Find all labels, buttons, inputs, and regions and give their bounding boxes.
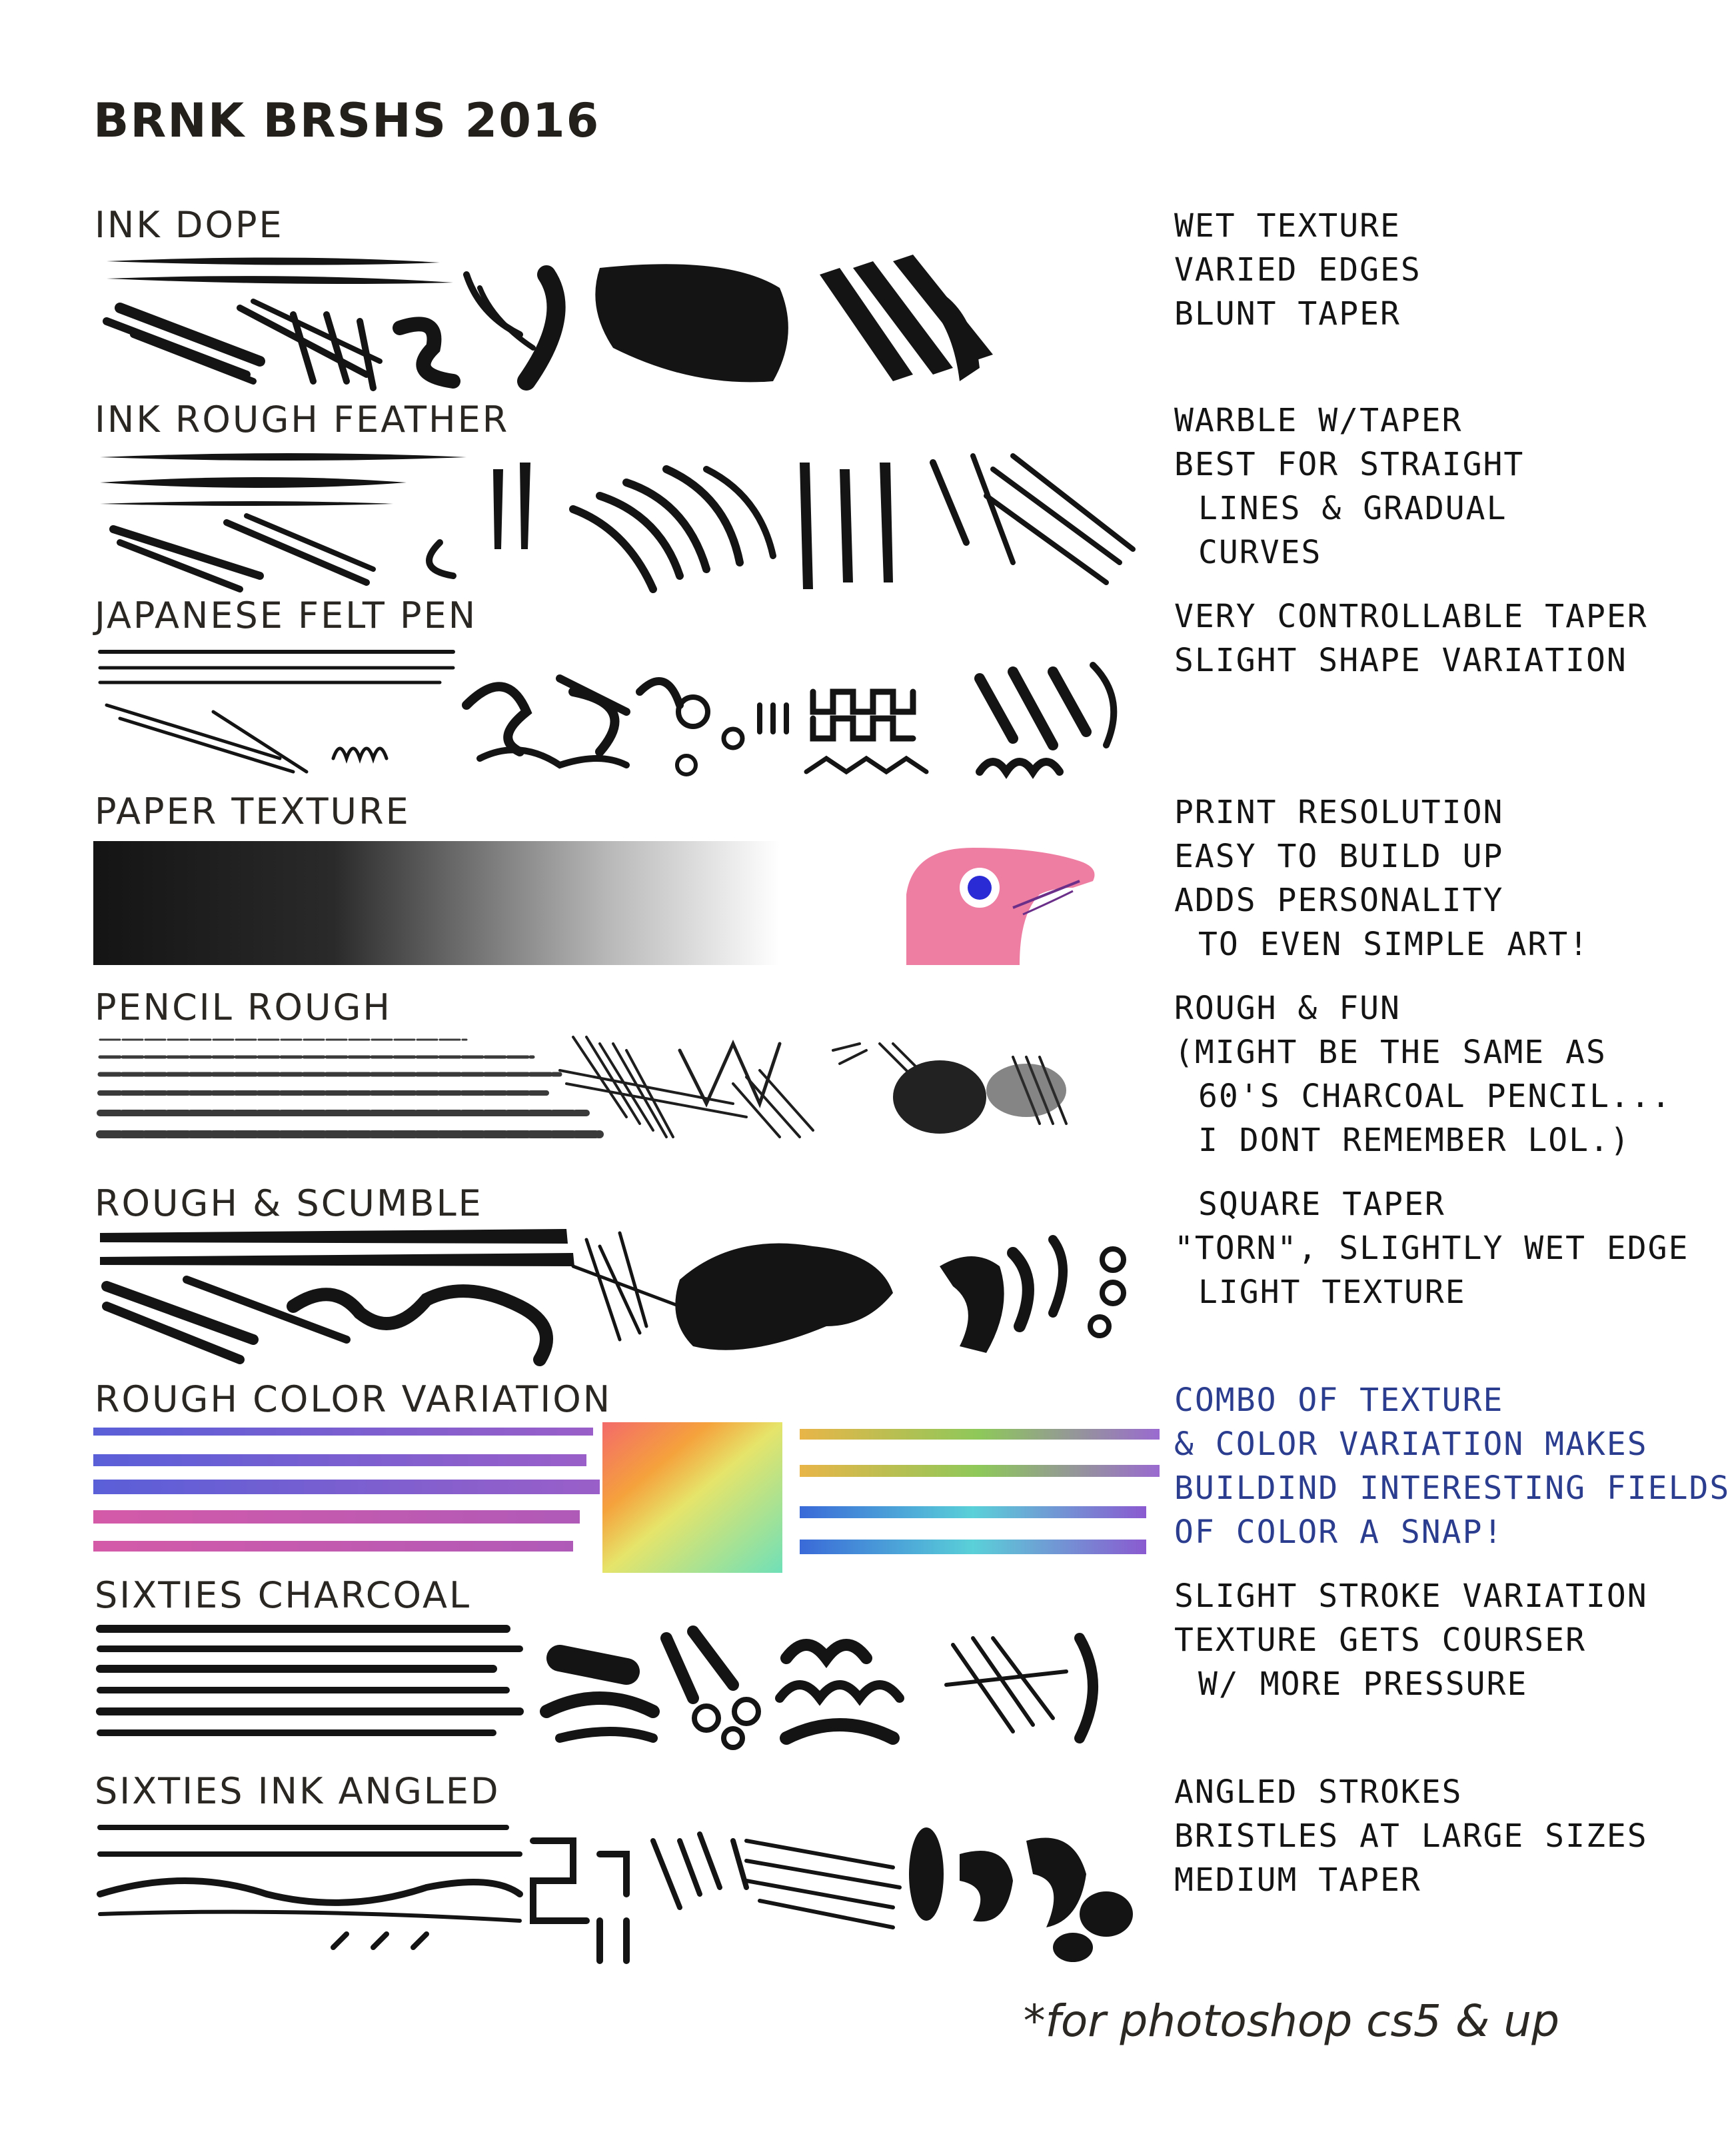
- bird-head-illustration: [906, 848, 1095, 965]
- notes: [1174, 1182, 1689, 1314]
- note: & COLOR VARIATION MAKES: [1174, 1426, 1648, 1463]
- note: ANGLED STROKES: [1174, 1773, 1463, 1811]
- notes: [1174, 399, 1654, 574]
- note: PRINT RESOLUTION: [1174, 794, 1504, 831]
- notes: [1174, 986, 1672, 1162]
- note: SQUARE TAPER: [1198, 1186, 1445, 1223]
- brush-section-rough-scumble: [0, 1182, 1689, 1377]
- notes: [1174, 594, 1654, 682]
- brush-label: ROUGH COLOR VARIATION: [95, 1378, 612, 1420]
- notes: [1174, 1378, 1730, 1554]
- note: ADDS PERSONALITY: [1174, 882, 1504, 919]
- ink-dope-strokes: [93, 248, 1160, 399]
- brush-label: PAPER TEXTURE: [95, 790, 411, 832]
- note: SLIGHT STROKE VARIATION: [1174, 1578, 1648, 1615]
- brush-label: INK ROUGH FEATHER: [95, 399, 510, 441]
- brush-section-sixties-charcoal: [0, 1574, 1666, 1769]
- note: BUILDIND INTERESTING FIELDS: [1174, 1470, 1730, 1507]
- footer-note: *for photoshop cs5 & up: [1023, 1995, 1559, 2047]
- note: BRISTLES AT LARGE SIZES: [1174, 1817, 1648, 1855]
- notes: [1174, 204, 1654, 336]
- brush-label: SIXTIES CHARCOAL: [95, 1574, 472, 1616]
- rough-scumble-strokes: [93, 1226, 1160, 1377]
- note: OF COLOR A SNAP!: [1174, 1514, 1504, 1551]
- note: LIGHT TEXTURE: [1198, 1274, 1466, 1311]
- color-patch-swatch: [602, 1422, 782, 1573]
- brush-label: JAPANESE FELT PEN: [95, 594, 478, 636]
- pencil-rough-strokes: [93, 1030, 1160, 1181]
- note: "TORN", SLIGHTLY WET EDGE: [1174, 1230, 1689, 1267]
- brush-section-paper-texture: [0, 790, 1666, 985]
- rough-color-variation-strokes: [93, 1422, 1160, 1573]
- note: BEST FOR STRAIGHT: [1174, 446, 1525, 483]
- note: VERY CONTROLLABLE TAPER: [1174, 598, 1648, 635]
- note: TO EVEN SIMPLE ART!: [1198, 926, 1590, 963]
- note: (MIGHT BE THE SAME AS: [1174, 1034, 1607, 1071]
- note: MEDIUM TAPER: [1174, 1861, 1421, 1899]
- note: ROUGH & FUN: [1174, 990, 1401, 1027]
- sixties-ink-angled-strokes: [93, 1814, 1160, 1965]
- note: SLIGHT SHAPE VARIATION: [1174, 642, 1627, 679]
- notes: [1174, 790, 1654, 966]
- brush-section-japanese-felt-pen: [0, 594, 1666, 789]
- brush-section-rough-color-variation: [0, 1378, 1730, 1573]
- note: 60'S CHARCOAL PENCIL...: [1198, 1078, 1672, 1115]
- note: WET TEXTURE: [1174, 207, 1401, 245]
- brush-label: ROUGH & SCUMBLE: [95, 1182, 483, 1224]
- notes: [1174, 1574, 1654, 1706]
- note: I DONT REMEMBER LOL.): [1198, 1122, 1631, 1159]
- note: COMBO OF TEXTURE: [1174, 1382, 1504, 1419]
- page-title: BRNK BRSHS 2016: [93, 93, 600, 148]
- sixties-charcoal-strokes: [93, 1618, 1160, 1769]
- brush-label: PENCIL ROUGH: [95, 986, 392, 1028]
- note: W/ MORE PRESSURE: [1198, 1665, 1528, 1703]
- note: LINES & GRADUAL: [1198, 490, 1507, 527]
- brush-label: INK DOPE: [95, 204, 284, 246]
- brush-section-ink-dope: [0, 204, 1666, 399]
- note: CURVES: [1198, 534, 1322, 571]
- brush-section-pencil-rough: [0, 986, 1672, 1181]
- note: WARBLE W/TAPER: [1174, 402, 1463, 439]
- brush-section-ink-rough-feather: [0, 399, 1666, 593]
- note: VARIED EDGES: [1174, 251, 1421, 289]
- paper-texture-strokes: [93, 834, 1160, 985]
- brush-section-sixties-ink-angled: [0, 1770, 1666, 1965]
- japanese-felt-pen-strokes: [93, 638, 1160, 789]
- ink-rough-feather-strokes: [93, 443, 1160, 593]
- brush-label: SIXTIES INK ANGLED: [95, 1770, 500, 1812]
- paper-gradient-swatch: [93, 841, 780, 965]
- notes: [1174, 1770, 1654, 1902]
- note: TEXTURE GETS COURSER: [1174, 1621, 1586, 1659]
- note: EASY TO BUILD UP: [1174, 838, 1504, 875]
- note: BLUNT TAPER: [1174, 295, 1401, 333]
